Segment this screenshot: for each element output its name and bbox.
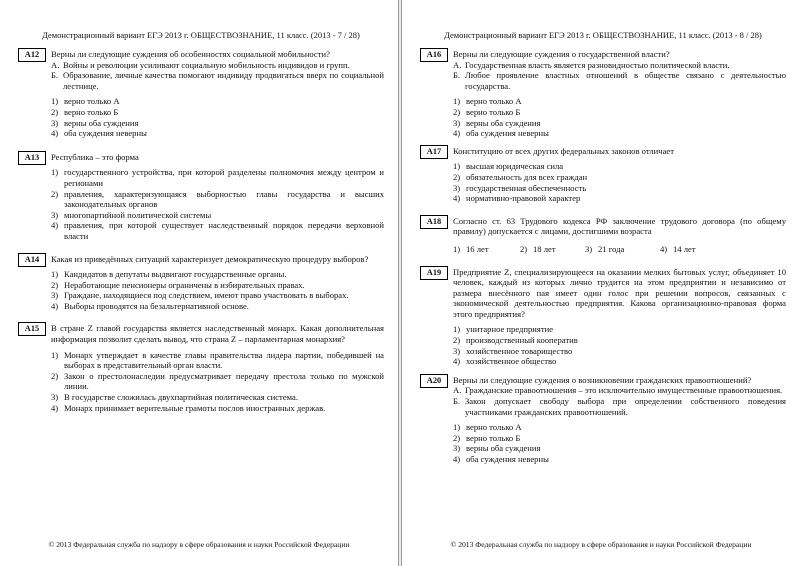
option-text: государственного устройства, при которой разделены полномочия между центром и регионами xyxy=(64,167,384,188)
question-a13 xyxy=(18,152,384,242)
question-a20 xyxy=(420,375,786,465)
statement-text: Закон допускает свободу выбора при определении собственного поведения участниками гражданских правоотношений. xyxy=(465,396,786,417)
question-text: Верны ли следующие суждения о государственной власти? xyxy=(453,49,670,59)
answer-option xyxy=(51,392,384,403)
option-number: 1) xyxy=(453,96,461,107)
question-text: Республика – это форма xyxy=(51,151,139,162)
option-text: высшая юридическая сила xyxy=(466,161,564,172)
option-number: 2) xyxy=(51,188,59,199)
option-text: верно только А xyxy=(466,96,522,107)
answer-option xyxy=(51,210,384,221)
option-text: оба суждения неверны xyxy=(466,454,549,464)
statement xyxy=(51,60,384,71)
answer-option xyxy=(51,371,384,392)
answer-option xyxy=(453,244,520,255)
answer-option xyxy=(453,183,786,194)
question-a18 xyxy=(420,216,786,255)
option-number: 2) xyxy=(520,243,528,254)
question-body xyxy=(453,49,786,139)
statement-text: Образование, личные качества помогают индивиду продвигаться вверх по социальной лестнице. xyxy=(63,70,384,91)
option-text: 21 года xyxy=(598,243,625,254)
option-number: 3) xyxy=(453,443,461,454)
answer-option xyxy=(51,189,384,210)
question-text: Конституцию от всех других федеральных законов отличает xyxy=(453,145,674,156)
question-a19 xyxy=(420,267,786,367)
question-body xyxy=(51,323,384,413)
option-number: 2) xyxy=(453,171,461,182)
answer-option xyxy=(453,346,786,357)
option-text: верно только А xyxy=(466,422,522,433)
question-a14 xyxy=(18,254,384,312)
answer-option xyxy=(453,172,786,183)
question-number: A14 xyxy=(18,253,46,267)
option-number: 3) xyxy=(51,117,59,128)
answer-option xyxy=(453,128,786,139)
answer-options xyxy=(51,350,384,414)
answer-option xyxy=(585,244,660,255)
statement-letter: А. xyxy=(51,59,60,70)
answer-options xyxy=(51,269,384,311)
option-number: 4) xyxy=(51,128,59,139)
option-text: многопартийной политической системы xyxy=(64,209,212,220)
option-text: государственная обеспеченность xyxy=(466,182,587,193)
answer-option xyxy=(51,96,384,107)
option-text: Выборы проводятся на безальтернативной основе. xyxy=(64,300,249,311)
statement-text: Любое проявление властных отношений в обществе связано с деятельностью государства. xyxy=(465,70,786,91)
option-number: 1) xyxy=(51,349,59,360)
answer-option xyxy=(453,422,786,433)
option-number: 4) xyxy=(51,402,59,413)
option-text: правления, характеризующаяся выборностью главы государства и высших законодательных органов xyxy=(64,188,384,210)
question-text: Верны ли следующие суждения об особенностях социальной мобильности? xyxy=(51,49,330,59)
answer-option xyxy=(51,350,384,371)
option-number: 3) xyxy=(51,209,59,220)
question-number: A20 xyxy=(420,374,448,388)
option-text: Монарх утверждает в качестве главы правительства лидера партии, победившей на выборах в представительный орган власти. xyxy=(64,349,384,371)
option-text: унитарное предприятие xyxy=(466,324,554,335)
answer-option xyxy=(453,161,786,172)
question-number: A17 xyxy=(420,145,448,159)
question-number: A12 xyxy=(18,48,46,62)
answer-option xyxy=(453,443,786,454)
option-text: верно только А xyxy=(64,96,120,107)
answer-options xyxy=(51,96,384,138)
option-text: Монарх принимает верительные грамоты послов иностранных держав. xyxy=(64,402,326,413)
page-footer: © 2013 Федеральная служба по надзору в сфере образования и науки Российской Федерации xyxy=(450,540,752,549)
statement xyxy=(453,70,786,91)
question-a17 xyxy=(420,146,786,204)
statement xyxy=(51,70,384,91)
page-footer: © 2013 Федеральная служба по надзору в сфере образования и науки Российской Федерации xyxy=(48,540,350,549)
option-text: Неработающие пенсионеры ограничены в избирательных правах. xyxy=(64,279,305,290)
option-number: 4) xyxy=(453,356,461,367)
statement-text: Войны и революции усиливают социальную мобильность индивидов и групп. xyxy=(63,59,350,70)
answer-option xyxy=(453,454,786,465)
statement-text: Гражданские правоотношения – это исключительно имущественные правоотношения. xyxy=(465,385,783,396)
option-number: 2) xyxy=(453,335,461,346)
option-text: 18 лет xyxy=(533,243,556,254)
statement xyxy=(453,396,786,417)
question-text: В стране Z главой государства является наследственный монарх. Какая дополнительная информация позволит сделать вывод, что страна Z – парламентарная монархия? xyxy=(51,323,384,345)
option-text: верны оба суждения xyxy=(64,117,139,128)
option-number: 1) xyxy=(453,422,461,433)
question-text: Согласно ст. 63 Трудового кодекса РФ заключение трудового договора (по общему правилу) допускается с лицами, достигшими возраста xyxy=(453,215,786,237)
answer-option xyxy=(453,433,786,444)
statement-letter: Б. xyxy=(453,70,461,81)
page-7 xyxy=(0,0,398,566)
answer-options xyxy=(453,96,786,138)
option-number: 1) xyxy=(51,269,59,280)
answer-option xyxy=(51,269,384,280)
question-number: A16 xyxy=(420,48,448,62)
question-number: A18 xyxy=(420,215,448,229)
question-number: A19 xyxy=(420,266,448,280)
answer-option xyxy=(453,324,786,335)
answer-option xyxy=(51,128,384,139)
question-body xyxy=(453,375,786,465)
option-text: 14 лет xyxy=(673,243,696,254)
answer-option xyxy=(51,301,384,312)
option-text: хозяйственное общество xyxy=(466,356,557,367)
option-number: 1) xyxy=(51,96,59,107)
option-text: верно только Б xyxy=(466,106,521,117)
question-a12 xyxy=(18,49,384,139)
option-number: 1) xyxy=(51,167,59,178)
option-text: производственный кооператив xyxy=(466,335,578,346)
statement-letter: А. xyxy=(453,59,462,70)
question-number: A13 xyxy=(18,151,46,165)
answer-option xyxy=(51,107,384,118)
answer-option xyxy=(51,220,384,241)
question-body xyxy=(51,49,384,139)
answer-option xyxy=(660,244,696,255)
option-text: Кандидатов в депутаты выдвигают государственные органы. xyxy=(64,269,287,280)
option-number: 2) xyxy=(51,279,59,290)
question-list xyxy=(18,49,384,413)
option-text: оба суждения неверны xyxy=(64,128,147,139)
option-text: Граждане, находящиеся под следствием, имеют право участвовать в выборах. xyxy=(64,290,349,301)
answer-options xyxy=(453,161,786,203)
statement xyxy=(453,385,786,396)
question-body xyxy=(453,146,786,204)
option-text: правления, при которой существует наследственный порядок передачи верховной власти xyxy=(64,220,384,241)
option-number: 4) xyxy=(453,128,461,139)
page-8 xyxy=(402,0,800,566)
answer-option xyxy=(520,244,585,255)
question-text: Верны ли следующие суждения о возникновении гражданских правоотношений? xyxy=(453,374,752,385)
option-number: 2) xyxy=(453,106,461,117)
statement-letter: Б. xyxy=(453,396,461,407)
question-a16 xyxy=(420,49,786,139)
page-header: Демонстрационный вариант ЕГЭ 2013 г. ОБЩЕСТВОЗНАНИЕ, 11 класс. (2013 - 8 / 28) xyxy=(444,30,762,40)
option-number: 4) xyxy=(660,243,668,254)
option-text: нормативно-правовой характер xyxy=(466,193,581,204)
answer-options xyxy=(453,422,786,464)
option-text: В государстве сложилась двухпартийная политическая система. xyxy=(64,392,298,403)
answer-option xyxy=(453,193,786,204)
answer-option xyxy=(453,107,786,118)
answer-options xyxy=(453,324,786,366)
option-number: 4) xyxy=(51,300,59,311)
option-text: верно только Б xyxy=(64,106,119,117)
option-number: 2) xyxy=(51,106,59,117)
answer-options xyxy=(453,244,786,255)
answer-option xyxy=(51,118,384,129)
option-number: 2) xyxy=(51,370,59,381)
answer-option xyxy=(51,167,384,188)
question-number: A15 xyxy=(18,322,46,336)
option-number: 1) xyxy=(453,324,461,335)
option-number: 3) xyxy=(453,182,461,193)
option-text: верно только Б xyxy=(466,432,521,443)
page-header: Демонстрационный вариант ЕГЭ 2013 г. ОБЩЕСТВОЗНАНИЕ, 11 класс. (2013 - 7 / 28) xyxy=(42,30,360,40)
option-number: 4) xyxy=(453,454,461,464)
option-text: верны оба суждения xyxy=(466,443,541,454)
statement-letter: А. xyxy=(453,385,462,396)
option-number: 2) xyxy=(453,432,461,443)
statement xyxy=(453,60,786,71)
option-number: 3) xyxy=(51,392,59,403)
question-text: Предприятие Z, специализирующееся на оказании мелких бытовых услуг, объединяет 10 человек, каждый из которых лично трудится на этом предприятии и независимо от размера внесённого пая имеет один голос при решении вопросов, связанных с экономической деятельностью предприятия. Какова организационно-правовая форма этого предприятия? xyxy=(453,266,786,319)
option-number: 3) xyxy=(51,290,59,301)
answer-option xyxy=(453,96,786,107)
answer-option xyxy=(453,335,786,346)
option-number: 4) xyxy=(453,193,461,204)
question-list xyxy=(420,49,786,465)
option-number: 4) xyxy=(51,220,59,231)
option-text: хозяйственное товарищество xyxy=(466,345,573,356)
option-number: 3) xyxy=(585,243,593,254)
option-text: Закон о престолонаследии предусматривает передачу престола только по мужской линии. xyxy=(64,370,384,392)
answer-option xyxy=(453,118,786,129)
option-text: обязательность для всех граждан xyxy=(466,171,588,182)
answer-option xyxy=(51,280,384,291)
question-body xyxy=(51,152,384,242)
question-body xyxy=(453,216,786,255)
answer-option xyxy=(51,290,384,301)
option-number: 1) xyxy=(453,161,461,172)
option-number: 3) xyxy=(453,345,461,356)
statement-text: Государственная власть является разновидностью политической власти. xyxy=(465,59,730,70)
statement-letter: Б. xyxy=(51,70,59,81)
option-text: 16 лет xyxy=(466,243,489,254)
answer-options xyxy=(51,167,384,241)
answer-option xyxy=(51,403,384,414)
question-body xyxy=(453,267,786,367)
answer-option xyxy=(453,356,786,367)
question-a15 xyxy=(18,323,384,413)
question-body xyxy=(51,254,384,312)
option-number: 1) xyxy=(453,243,461,254)
option-text: верны оба суждения xyxy=(466,117,541,128)
option-text: оба суждения неверны xyxy=(466,128,549,139)
question-text: Какая из приведённых ситуаций характеризует демократическую процедуру выборов? xyxy=(51,253,369,264)
option-number: 3) xyxy=(453,117,461,128)
